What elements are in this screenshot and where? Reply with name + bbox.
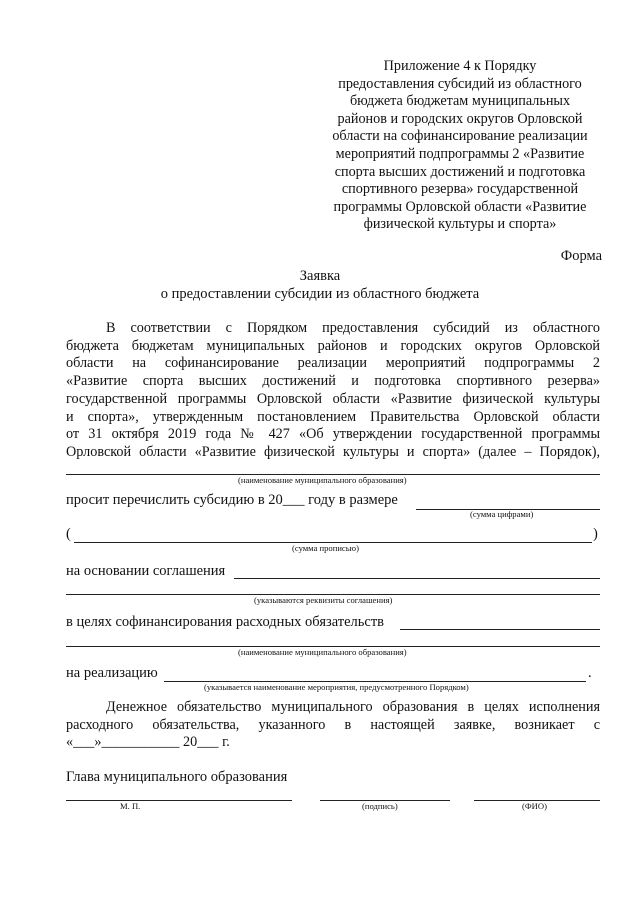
name-caption: (ФИО) bbox=[522, 801, 547, 811]
obligation-date-line[interactable]: «___»___________ 20___ г. bbox=[66, 734, 230, 751]
obligation-line: расходного обязательства, указанного в настоящей заявке, возникает с bbox=[66, 716, 600, 733]
head-label: Глава муниципального образования bbox=[66, 769, 288, 785]
cofinancing-text: в целях софинансирования расходных обязательств bbox=[66, 614, 385, 630]
event-caption: (указывается наименование мероприятия, предусмотренного Порядком) bbox=[204, 682, 469, 692]
appendix-line: Приложение 4 к Порядку bbox=[383, 58, 537, 74]
intro-line: и спорта», утвержденным постановлением Правительства Орловской области bbox=[66, 408, 600, 425]
appendix-line: мероприятий подпрограммы 2 «Развитие bbox=[335, 145, 585, 162]
intro-paragraph bbox=[66, 320, 600, 462]
document-title: Заявка bbox=[299, 268, 341, 284]
intro-line: бюджета бюджетам муниципальных районов и городских округов Орловской bbox=[66, 337, 600, 354]
intro-line: от 31 октября 2019 года № 427 «Об утверждении государственной программы bbox=[66, 426, 600, 443]
agreement-text: на основании соглашения bbox=[66, 563, 226, 579]
signature-caption: (подпись) bbox=[362, 801, 398, 811]
paren-close: ) bbox=[593, 526, 598, 542]
document-subtitle: о предоставлении субсидии из областного бюджета bbox=[160, 286, 480, 302]
implementation-text: на реализацию bbox=[66, 665, 158, 681]
agreement-field[interactable] bbox=[234, 578, 600, 579]
implementation-end: . bbox=[588, 665, 592, 681]
obligation-line: Денежное обязательство муниципального образования в целях исполнения bbox=[106, 699, 600, 715]
intro-line: Орловской области «Развитие физической культуры и спорта» (далее – Порядок), bbox=[66, 443, 600, 460]
municipality-caption: (наименование муниципального образования) bbox=[238, 475, 407, 485]
intro-line: В соответствии с Порядком предоставления субсидий из областного bbox=[106, 320, 600, 336]
intro-line: государственной программы Орловской области «Развитие физической культуры bbox=[66, 390, 600, 407]
stamp-line[interactable] bbox=[66, 800, 292, 801]
municipality-caption-2: (наименование муниципального образования) bbox=[238, 647, 407, 657]
appendix-line: бюджета бюджетам муниципальных bbox=[349, 93, 571, 110]
intro-line: «Развитие спорта высших достижений и подготовка спортивного резерва» bbox=[66, 373, 600, 390]
agreement-caption: (указываются реквизиты соглашения) bbox=[254, 595, 393, 605]
stamp-caption: М. П. bbox=[120, 801, 141, 811]
form-label: Форма bbox=[560, 248, 602, 264]
request-text: просит перечислить субсидию в 20___ году в размере bbox=[66, 492, 398, 508]
cofinancing-field[interactable] bbox=[400, 629, 600, 630]
appendix-line: области на софинансирование реализации bbox=[332, 128, 588, 145]
appendix-line: программы Орловской области «Развитие bbox=[333, 198, 587, 215]
appendix-line: предоставления субсидий из областного bbox=[338, 75, 582, 92]
obligation-paragraph bbox=[66, 699, 600, 752]
intro-line: области на софинансирование реализации мероприятий подпрограммы 2 bbox=[66, 355, 600, 372]
paren-open: ( bbox=[66, 526, 71, 542]
sum-digits-caption: (сумма цифрами) bbox=[470, 509, 534, 519]
appendix-line: спорта высших достижений и подготовка bbox=[334, 163, 586, 180]
appendix-line: физической культуры и спорта» bbox=[363, 216, 557, 233]
sum-words-caption: (сумма прописью) bbox=[292, 543, 359, 553]
appendix-line: спортивного резерва» государственной bbox=[341, 181, 579, 198]
appendix-header bbox=[318, 58, 602, 234]
appendix-line: районов и городских округов Орловской bbox=[337, 110, 583, 127]
